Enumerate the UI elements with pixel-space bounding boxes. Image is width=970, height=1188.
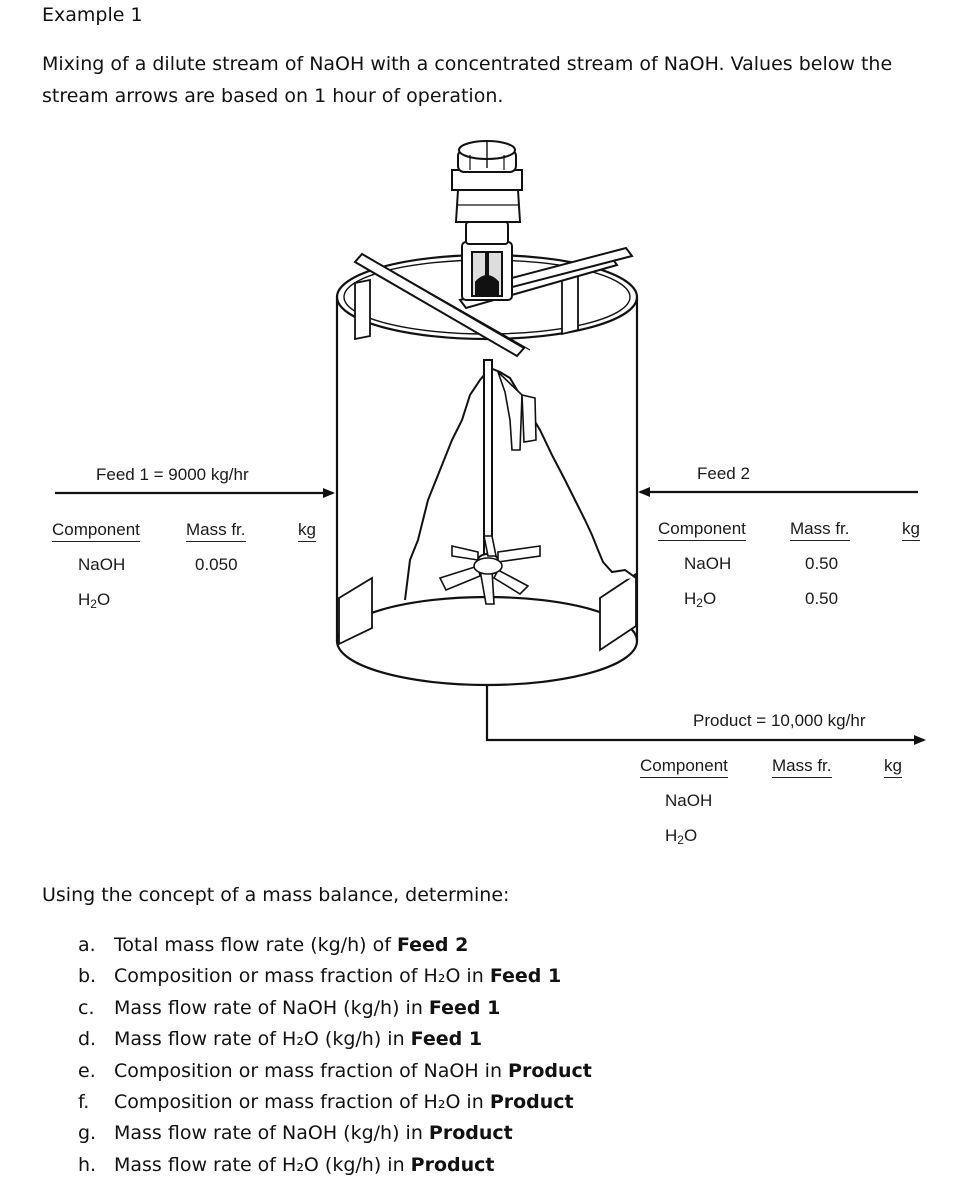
questions-prompt: Using the concept of a mass balance, determine:	[42, 884, 510, 906]
product-row-h2o-component: $H_2O$	[665, 826, 698, 847]
drive-motor	[452, 140, 522, 300]
feed1-col-kg: kg	[298, 520, 316, 542]
product-row-naoh-component: NaOH	[665, 791, 713, 810]
product-col-component: Component	[640, 756, 728, 778]
feed1-row-h2o-component: $H_2O$	[78, 590, 111, 611]
feed2-row-naoh-component: NaOH	[684, 554, 732, 573]
question-list	[78, 930, 592, 1181]
question-item: d. Mass flow rate of H₂O (kg/h) in Feed 1	[78, 1028, 483, 1051]
feed1-col-component: Component	[52, 520, 140, 542]
question-item: h. Mass flow rate of H₂O (kg/h) in Product	[78, 1153, 495, 1176]
feed1-col-massfr: Mass fr.	[186, 520, 246, 542]
feed2-col-component: Component	[658, 519, 746, 541]
feed2-col-kg: kg	[902, 519, 920, 541]
feed2-col-massfr: Mass fr.	[790, 519, 850, 541]
question-item: e. Composition or mass fraction of NaOH in Product	[78, 1059, 592, 1082]
product-label: Product = 10,000 kg/hr	[693, 711, 866, 730]
feed1-row-naoh-massfr: 0.050	[195, 555, 238, 574]
feed1-row-naoh-component: NaOH	[78, 555, 126, 574]
product-col-massfr: Mass fr.	[772, 756, 832, 778]
question-item: c. Mass flow rate of NaOH (kg/h) in Feed 1	[78, 996, 501, 1019]
feed2-row-naoh-massfr: 0.50	[805, 554, 839, 573]
feed2-label: Feed 2	[697, 464, 750, 483]
tank-bottom	[337, 597, 637, 685]
intro-paragraph: Mixing of a dilute stream of NaOH with a concentrated stream of NaOH. Values below the stream arrows are based on 1 hour of operation.	[42, 53, 893, 107]
feed2-row-h2o-massfr: 0.50	[805, 589, 839, 608]
feed2-row-h2o-component: $H_2O$	[684, 589, 717, 610]
feed1-label: Feed 1 = 9000 kg/hr	[96, 465, 249, 484]
question-item: b. Composition or mass fraction of H₂O in Feed 1	[78, 965, 562, 988]
question-item: g. Mass flow rate of NaOH (kg/h) in Product	[78, 1122, 513, 1145]
question-item: f. Composition or mass fraction of H₂O in Product	[78, 1090, 574, 1113]
product-col-kg: kg	[884, 756, 902, 778]
question-item: a. Total mass flow rate (kg/h) of Feed 2	[78, 934, 469, 956]
example-heading: Example 1	[42, 4, 143, 26]
